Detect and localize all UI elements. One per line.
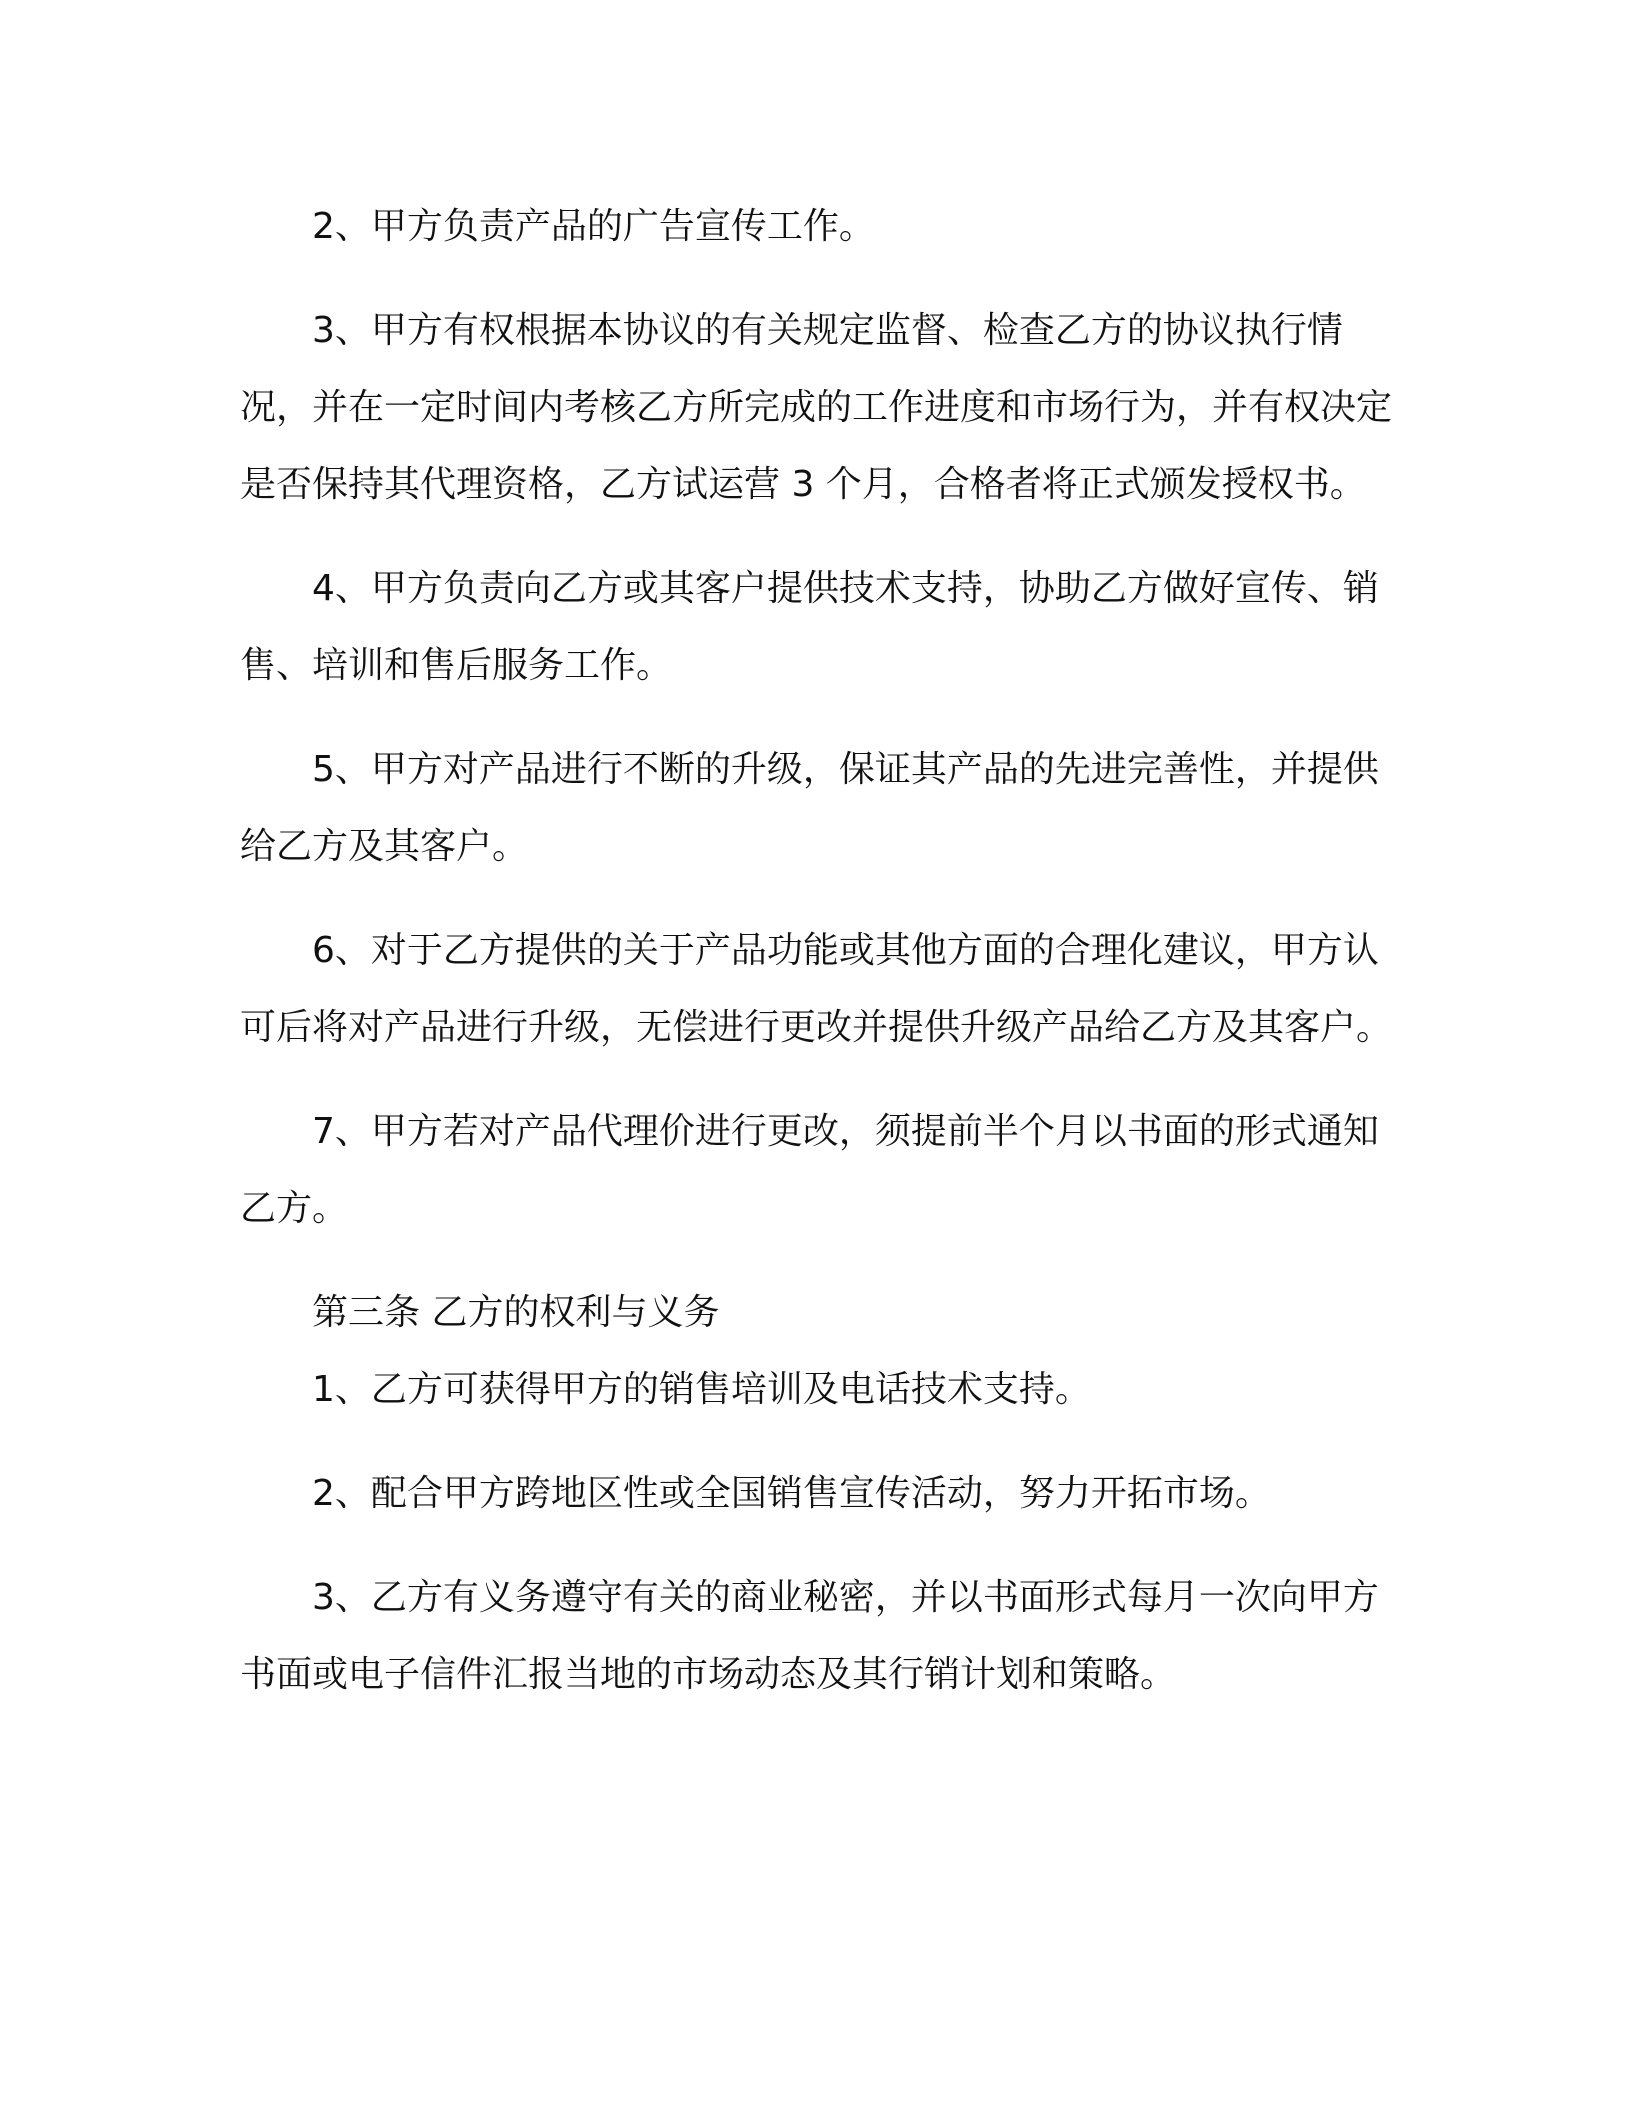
section-paragraph-1: 1、乙方可获得甲方的销售培训及电话技术支持。 <box>312 1369 1091 1410</box>
section-heading: 第三条 乙方的权利与义务 <box>312 1292 720 1333</box>
paragraph-2: 2、甲方负责产品的广告宣传工作。 <box>312 206 875 247</box>
paragraph-4: 4、甲方负责向乙方或其客户提供技术支持，协助乙方做好宣传、销售、培训和售后服务工作。 <box>240 568 1379 686</box>
section-paragraph-2: 2、配合甲方跨地区性或全国销售宣传活动，努力开拓市场。 <box>312 1473 1271 1514</box>
paragraph-7: 7、甲方若对产品代理价进行更改，须提前半个月以书面的形式通知乙方。 <box>240 1111 1379 1229</box>
paragraph-5: 5、甲方对产品进行不断的升级，保证其产品的先进完善性，并提供给乙方及其客户。 <box>240 749 1379 867</box>
paragraph-6: 6、对于乙方提供的关于产品功能或其他方面的合理化建议，甲方认可后将对产品进行升级，无偿进行更改并提供升级产品给乙方及其客户。 <box>240 930 1393 1048</box>
document-body <box>240 188 1392 1713</box>
section-paragraph-3: 3、乙方有义务遵守有关的商业秘密，并以书面形式每月一次向甲方书面或电子信件汇报当地的市场动态及其行销计划和策略。 <box>240 1577 1379 1695</box>
paragraph-3: 3、甲方有权根据本协议的有关规定监督、检查乙方的协议执行情况，并在一定时间内考核乙方所完成的工作进度和市场行为，并有权决定是否保持其代理资格，乙方试运营 3 个月，合格者将正式颁发授权书。 <box>240 310 1393 505</box>
